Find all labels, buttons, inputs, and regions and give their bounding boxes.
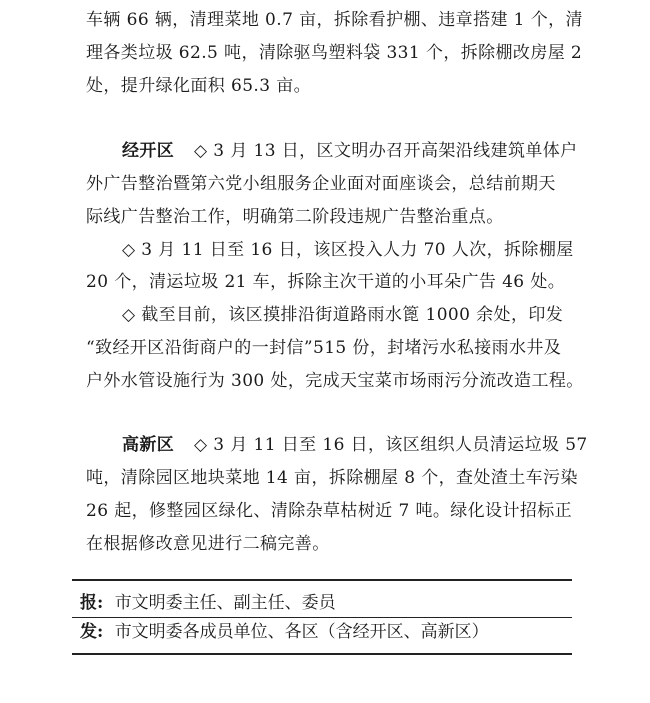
report-label: 报: — [80, 593, 104, 613]
jingkai-paragraph-1-first — [122, 141, 578, 161]
footer-report-line — [80, 593, 336, 613]
send-recipients: 市文明委各成员单位、各区（含经开区、高新区） — [114, 622, 489, 642]
intro-line-1: 车辆 66 辆，清理菜地 0.7 亩，拆除看护棚、违章搭建 1 个，清 — [86, 10, 583, 30]
gaoxin-paragraph-first — [122, 435, 588, 455]
gaoxin-line-2: 吨，清除园区地块菜地 14 亩，拆除棚屋 8 个，查处渣土车污染 — [86, 468, 578, 488]
gaoxin-line-3: 26 起，修整园区绿化、清除杂草枯树近 7 吨。绿化设计招标正 — [86, 501, 573, 521]
jingkai-p1-line-2: 外广告整治暨第六党小组服务企业面对面座谈会，总结前期天 — [86, 174, 556, 194]
footer-send-line — [80, 622, 489, 642]
jingkai-district-label: 经开区 — [122, 141, 175, 161]
footer-rule-bottom — [72, 653, 572, 655]
jingkai-p3-line-1: ◇ 截至目前，该区摸排沿街道路雨水篦 1000 余处，印发 — [122, 305, 564, 325]
jingkai-p1-text: ◇ 3 月 13 日，区文明办召开高架沿线建筑单体户 — [194, 141, 578, 161]
intro-line-2: 理各类垃圾 62.5 吨，清除驱鸟塑料袋 331 个，拆除棚改房屋 2 — [86, 43, 583, 63]
jingkai-p3-line-2: “致经开区沿街商户的一封信”515 份，封堵污水私接雨水井及 — [86, 338, 562, 358]
gaoxin-district-label: 高新区 — [122, 435, 175, 455]
footer-rule-top — [72, 579, 572, 581]
gaoxin-line-4: 在根据修改意见进行二稿完善。 — [86, 534, 330, 554]
jingkai-p2-line-1: ◇ 3 月 11 日至 16 日，该区投入人力 70 人次，拆除棚屋 — [122, 240, 574, 260]
jingkai-p3-line-3: 户外水管设施行为 300 处，完成天宝菜市场雨污分流改造工程。 — [86, 371, 584, 391]
send-label: 发: — [80, 622, 104, 642]
report-recipients: 市文明委主任、副主任、委员 — [114, 593, 336, 613]
jingkai-p2-line-2: 20 个，清运垃圾 21 车，拆除主次干道的小耳朵广告 46 处。 — [86, 272, 566, 292]
gaoxin-text: ◇ 3 月 11 日至 16 日，该区组织人员清运垃圾 57 — [194, 435, 588, 455]
jingkai-p1-line-3: 际线广告整治工作，明确第二阶段违规广告整治重点。 — [86, 207, 504, 227]
intro-line-3: 处，提升绿化面积 65.3 亩。 — [86, 76, 312, 96]
footer-rule-middle — [72, 617, 572, 618]
